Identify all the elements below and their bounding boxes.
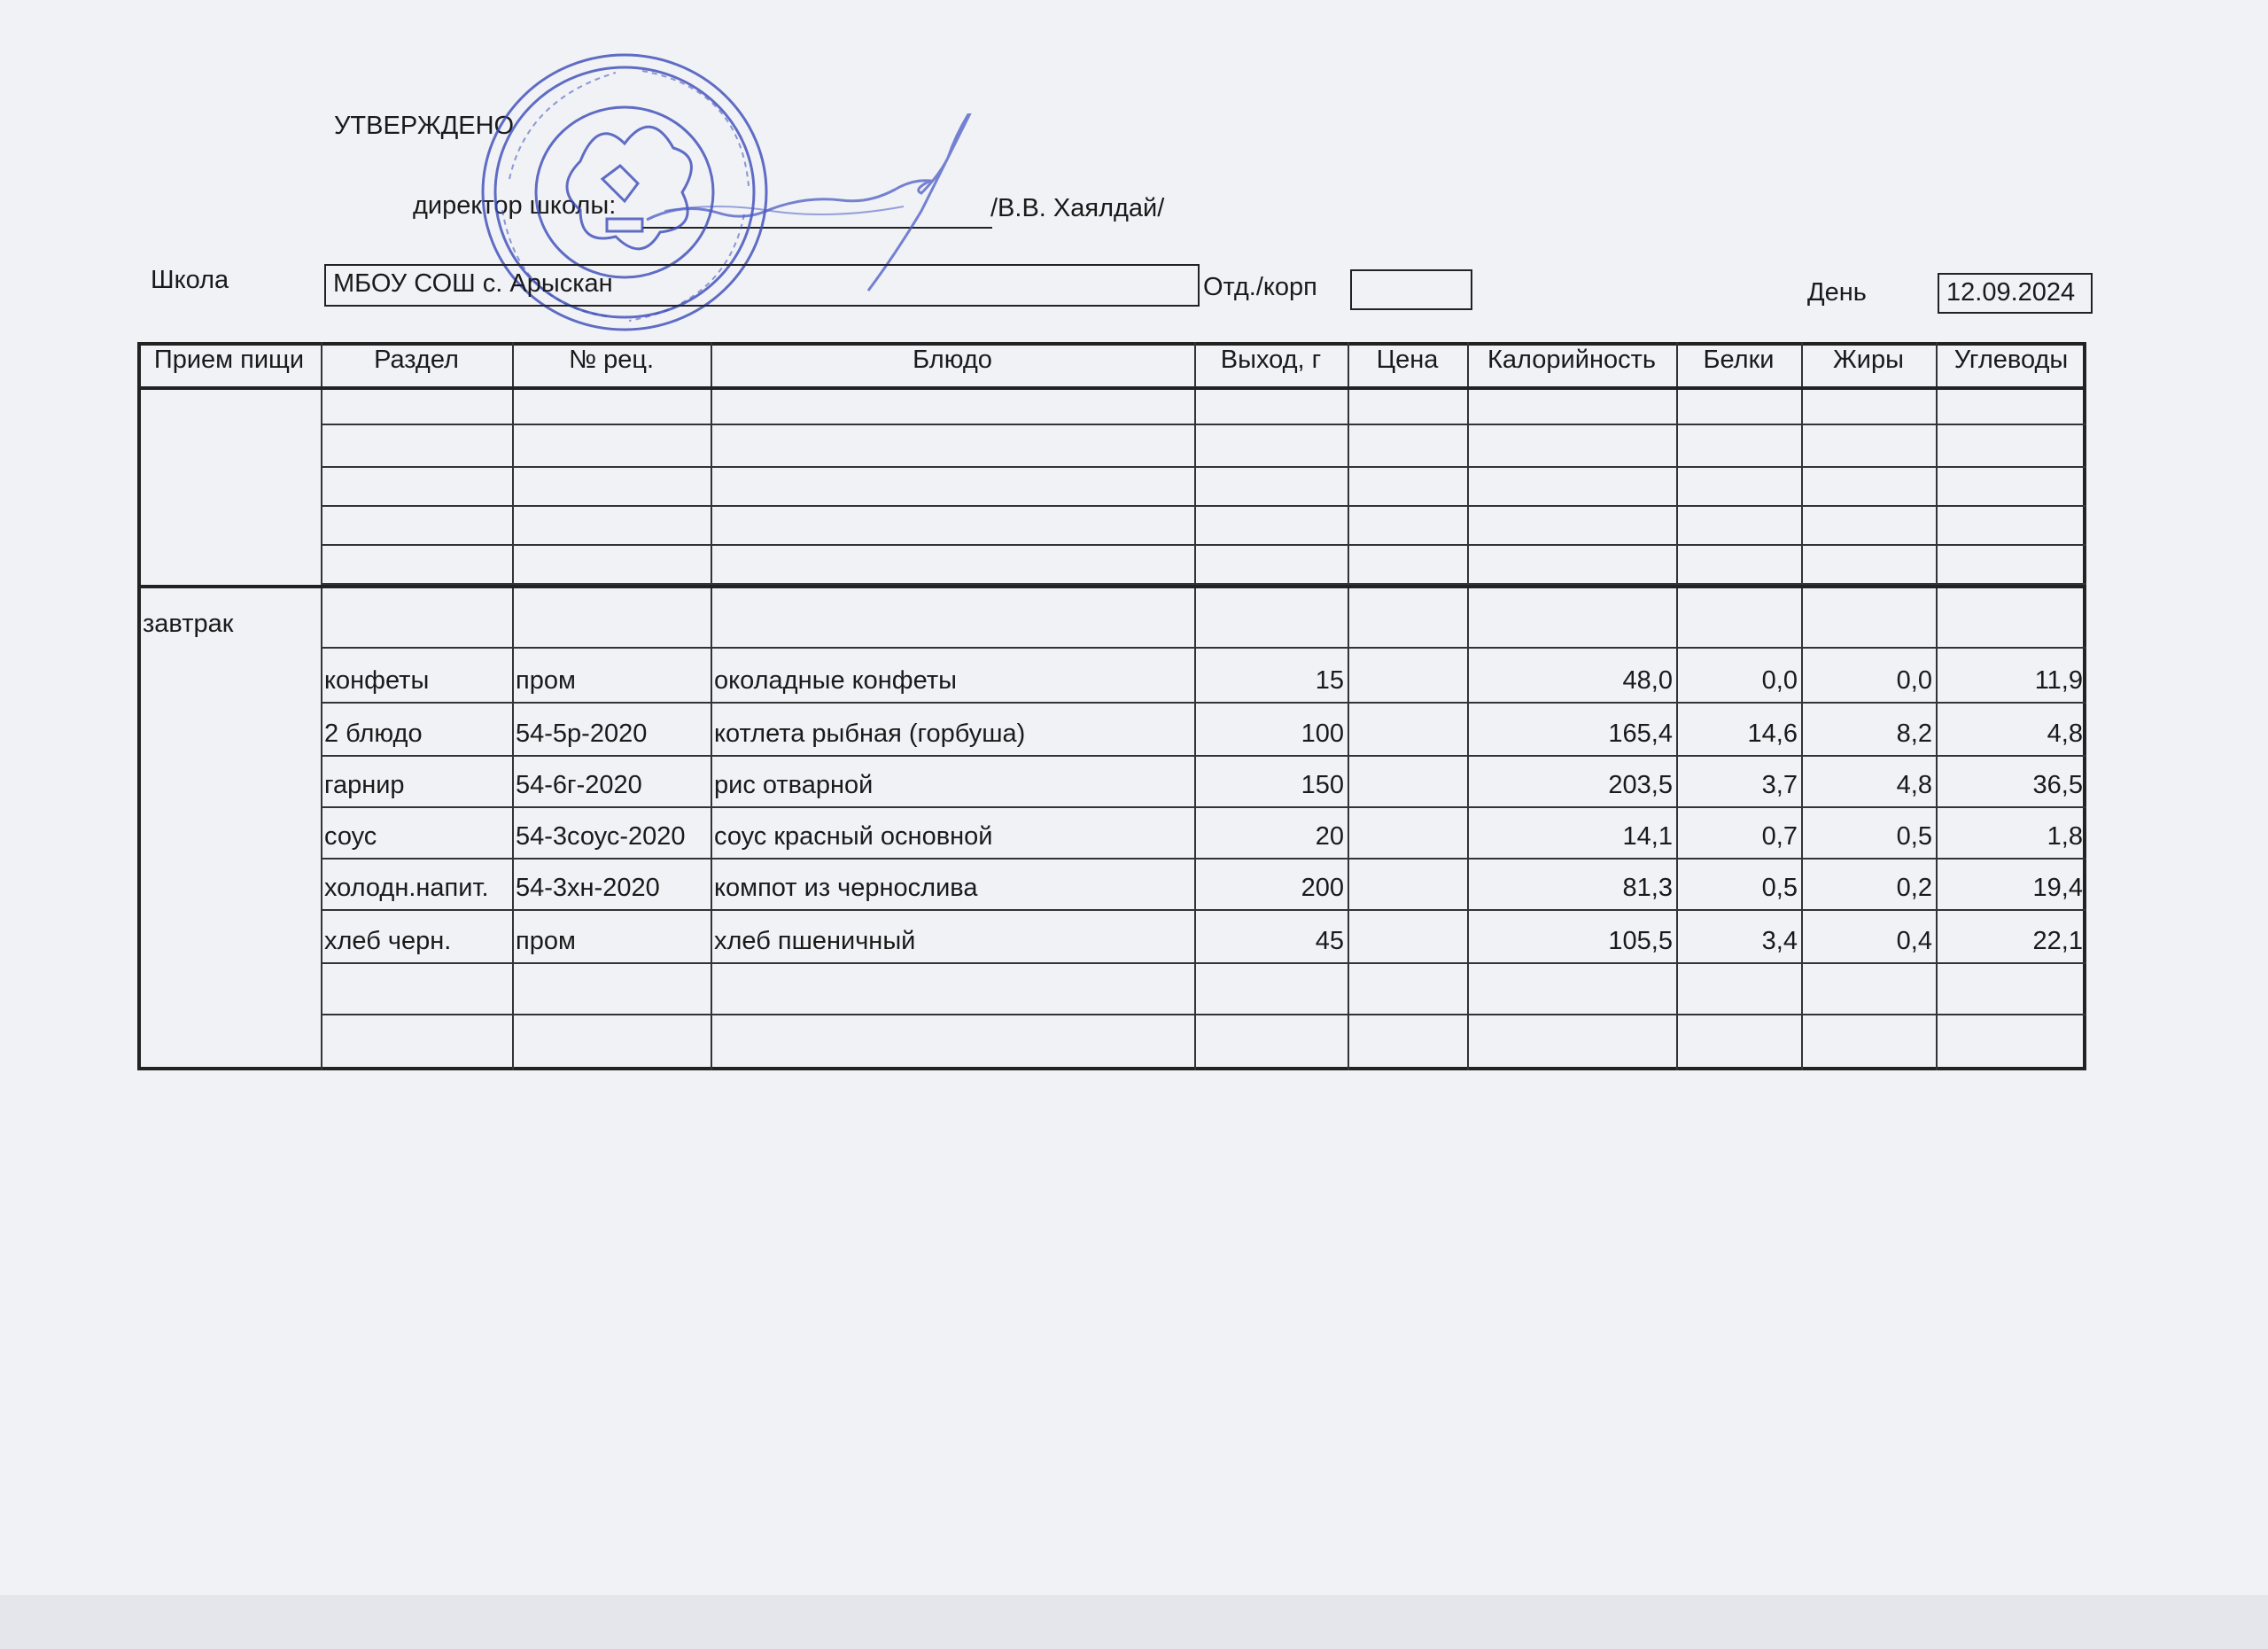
table-cell-section: гарнир — [324, 771, 405, 799]
row-divider — [321, 466, 2086, 468]
table-cell-carbs: 36,5 — [2032, 771, 2083, 799]
table-cell-carbs: 19,4 — [2032, 874, 2083, 902]
table-cell-carbs: 22,1 — [2032, 927, 2083, 955]
table-cell-dish: котлета рыбная (горбуша) — [714, 719, 1026, 748]
table-cell-dish: рис отварной — [714, 771, 874, 799]
row-divider — [321, 755, 2086, 757]
row-divider — [321, 647, 2086, 649]
column-divider — [1801, 342, 1803, 1070]
table-cell-protein: 0,0 — [1761, 666, 1798, 695]
column-divider — [512, 342, 514, 1070]
table-cell-kcal: 165,4 — [1608, 719, 1673, 748]
row-divider — [321, 858, 2086, 860]
school-label: Школа — [151, 266, 229, 294]
table-cell-kcal: 203,5 — [1608, 771, 1673, 799]
director-name: /В.В. Хаялдай/ — [990, 194, 1165, 222]
row-divider — [321, 544, 2086, 546]
column-divider — [1936, 342, 1938, 1070]
director-label: директор школы: — [413, 191, 617, 220]
table-cell-section: конфеты — [324, 666, 430, 695]
row-divider — [321, 909, 2086, 911]
table-cell-section: 2 блюдо — [324, 719, 423, 748]
table-cell-fat: 0,0 — [1896, 666, 1932, 695]
day-label: День — [1807, 278, 1867, 307]
scanner-bed — [0, 1595, 2268, 1649]
table-cell-recipe: 54-3соус-2020 — [516, 822, 686, 851]
row-divider — [321, 702, 2086, 704]
column-divider — [1676, 342, 1678, 1070]
table-cell-kcal: 48,0 — [1622, 666, 1673, 695]
table-cell-carbs: 1,8 — [2047, 822, 2083, 851]
table-cell-fat: 0,4 — [1896, 927, 1932, 955]
school-field[interactable]: МБОУ СОШ с. Арыскан — [324, 264, 1200, 307]
table-cell-kcal: 81,3 — [1622, 874, 1673, 902]
table-cell-recipe: пром — [516, 666, 576, 695]
column-header: Углеводы — [1953, 346, 2069, 374]
dept-label: Отд./корп — [1203, 273, 1317, 301]
column-divider — [1348, 342, 1349, 1070]
menu-table — [137, 342, 2086, 1070]
table-cell-dish: хлеб пшеничный — [714, 927, 916, 955]
meal-label: завтрак — [143, 610, 234, 638]
table-cell-dish: соус красный основной — [714, 822, 993, 851]
table-cell-protein: 0,7 — [1761, 822, 1798, 851]
column-divider — [321, 342, 322, 1070]
section-divider — [137, 585, 2086, 588]
row-divider — [321, 962, 2086, 964]
table-cell-section: соус — [324, 822, 377, 851]
table-cell-recipe: 54-3хн-2020 — [516, 874, 660, 902]
column-header: Белки — [1703, 346, 1775, 374]
table-cell-recipe: 54-6г-2020 — [516, 771, 642, 799]
column-header: Прием пищи — [153, 346, 305, 374]
table-cell-carbs: 4,8 — [2047, 719, 2083, 748]
column-header: Калорийность — [1487, 346, 1656, 374]
column-header: № рец. — [568, 346, 655, 374]
table-cell-kcal: 14,1 — [1622, 822, 1673, 851]
column-divider — [711, 342, 712, 1070]
column-divider — [1467, 342, 1469, 1070]
table-cell-dish: околадные конфеты — [714, 666, 957, 695]
table-cell-dish: компот из чернослива — [714, 874, 978, 902]
table-cell-section: хлеб черн. — [324, 927, 452, 955]
dept-field[interactable] — [1350, 269, 1472, 310]
table-cell-fat: 4,8 — [1896, 771, 1932, 799]
header-divider — [137, 386, 2086, 390]
row-divider — [321, 806, 2086, 808]
column-divider — [1194, 342, 1196, 1070]
table-cell-kcal: 105,5 — [1608, 927, 1673, 955]
approval-title: УТВЕРЖДЕНО — [334, 112, 515, 140]
column-header: Выход, г — [1220, 346, 1322, 374]
table-cell-protein: 14,6 — [1747, 719, 1798, 748]
table-cell-fat: 0,5 — [1896, 822, 1932, 851]
table-cell-fat: 0,2 — [1896, 874, 1932, 902]
table-cell-yield: 100 — [1301, 719, 1344, 748]
table-cell-recipe: пром — [516, 927, 576, 955]
row-divider — [321, 424, 2086, 425]
table-cell-carbs: 11,9 — [2034, 666, 2083, 695]
day-field[interactable]: 12.09.2024 — [1938, 273, 2093, 314]
table-cell-protein: 0,5 — [1761, 874, 1798, 902]
table-cell-yield: 45 — [1315, 927, 1344, 955]
table-cell-fat: 8,2 — [1896, 719, 1932, 748]
row-divider — [321, 505, 2086, 507]
table-cell-yield: 15 — [1315, 666, 1344, 695]
table-cell-yield: 150 — [1301, 771, 1344, 799]
column-header: Жиры — [1833, 346, 1904, 374]
table-cell-yield: 200 — [1301, 874, 1344, 902]
table-cell-yield: 20 — [1315, 822, 1344, 851]
column-header: Раздел — [374, 346, 459, 374]
table-cell-protein: 3,7 — [1761, 771, 1798, 799]
row-divider — [321, 1014, 2086, 1015]
table-cell-protein: 3,4 — [1761, 927, 1798, 955]
table-cell-recipe: 54-5р-2020 — [516, 719, 648, 748]
table-cell-section: холодн.напит. — [324, 874, 489, 902]
column-header: Цена — [1376, 346, 1439, 374]
column-header: Блюдо — [913, 346, 992, 374]
